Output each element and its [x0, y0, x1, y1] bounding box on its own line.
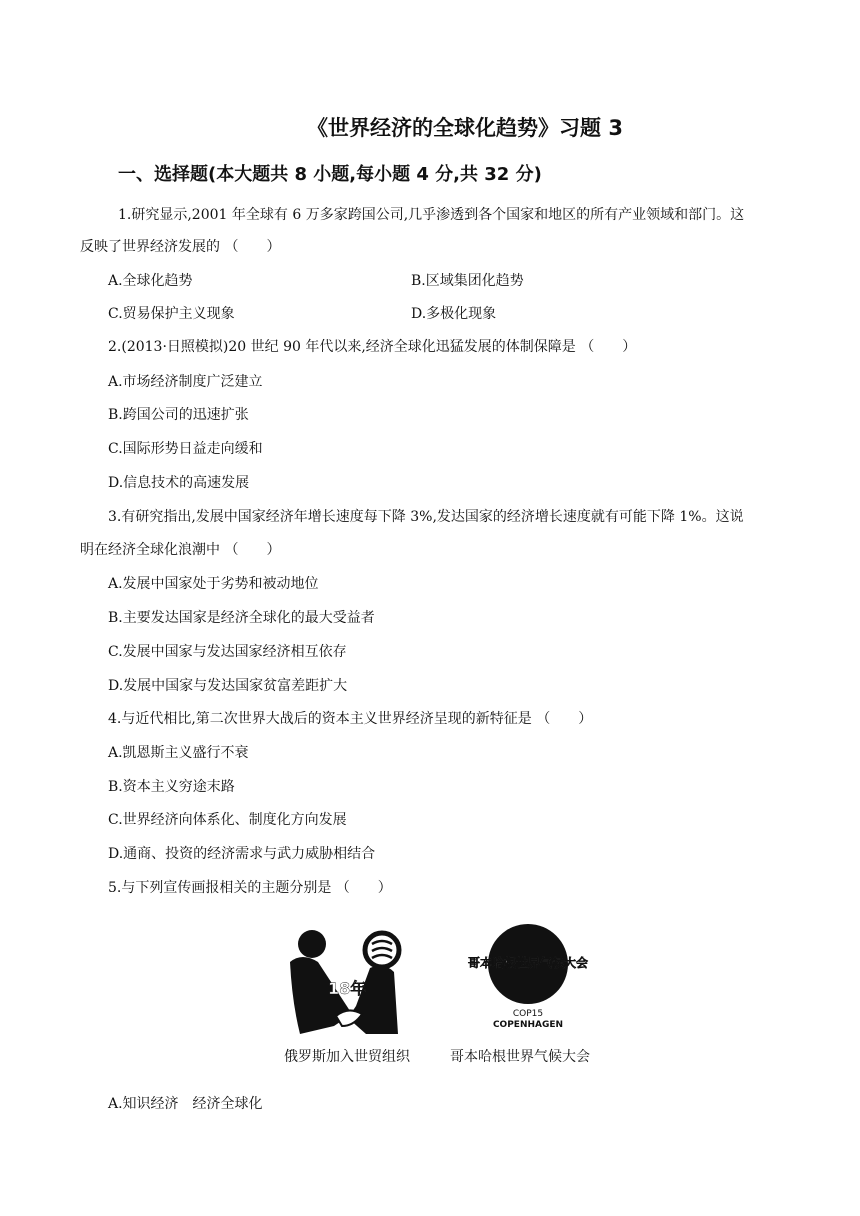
q4-option-c: C.世界经济向体系化、制度化方向发展 [108, 812, 347, 828]
q2-option-d: D.信息技术的高速发展 [108, 475, 250, 491]
globe-title: 哥本哈根世界气候大会 [467, 956, 589, 970]
q5-stem: 5.与下列宣传画报相关的主题分别是 （ ） [108, 880, 392, 896]
q1-option-c: C.贸易保护主义现象 [108, 306, 235, 322]
left-figure-head-icon [298, 930, 326, 958]
q2-stem: 2.(2013·日照模拟)20 世纪 90 年代以来,经济全球化迅猛发展的体制保障是 （ ） [108, 339, 637, 355]
years-badge: 18年 [328, 979, 367, 998]
q2-option-b: B.跨国公司的迅速扩张 [108, 407, 249, 423]
q4-stem: 4.与近代相比,第二次世界大战后的资本主义世界经济呈现的新特征是 （ ） [108, 711, 593, 727]
q4-option-b: B.资本主义穷途末路 [108, 779, 235, 795]
caption-right: 哥本哈根世界气候大会 [450, 1049, 590, 1065]
q3-option-d: D.发展中国家与发达国家贫富差距扩大 [108, 678, 348, 694]
q3-stem-line1: 3.有研究指出,发展中国家经济年增长速度每下降 3%,发达国家的经济增长速度就有可能下降 1%。这说 [108, 509, 744, 525]
q1-stem-line2: 反映了世界经济发展的 （ ） [80, 239, 281, 255]
posters-illustration [282, 922, 612, 1047]
q3-option-a: A.发展中国家处于劣势和被动地位 [108, 576, 319, 592]
section-heading: 一、选择题(本大题共 8 小题,每小题 4 分,共 32 分) [118, 164, 542, 185]
right-figure-body-icon [348, 966, 398, 1034]
wto-emblem-icon [365, 933, 399, 967]
cop-line1: COP15 [512, 1009, 544, 1019]
handshake-poster [290, 930, 399, 1034]
q4-option-d: D.通商、投资的经济需求与武力威胁相结合 [108, 846, 376, 862]
q1-option-d: D.多极化现象 [411, 306, 497, 322]
q1-option-a: A.全球化趋势 [108, 273, 193, 289]
caption-left: 俄罗斯加入世贸组织 [284, 1049, 410, 1065]
page-title: 《世界经济的全球化趋势》习题 3 [307, 116, 623, 140]
q2-option-c: C.国际形势日益走向缓和 [108, 441, 263, 457]
climate-poster [468, 924, 588, 1030]
q3-stem-line2: 明在经济全球化浪潮中 （ ） [80, 542, 281, 558]
q1-option-b: B.区域集团化趋势 [411, 273, 524, 289]
q2-option-a: A.市场经济制度广泛建立 [108, 374, 263, 390]
q1-stem-line1: 1.研究显示,2001 年全球有 6 万多家跨国公司,几乎渗透到各个国家和地区的所有产业领域和部门。这 [118, 207, 745, 223]
q4-option-a: A.凯恩斯主义盛行不衰 [108, 745, 249, 761]
q3-option-b: B.主要发达国家是经济全球化的最大受益者 [108, 610, 375, 626]
q3-option-c: C.发展中国家与发达国家经济相互依存 [108, 644, 347, 660]
cop-line2: COPENHAGEN [492, 1020, 564, 1030]
q5-option-a: A.知识经济 经济全球化 [108, 1096, 263, 1112]
